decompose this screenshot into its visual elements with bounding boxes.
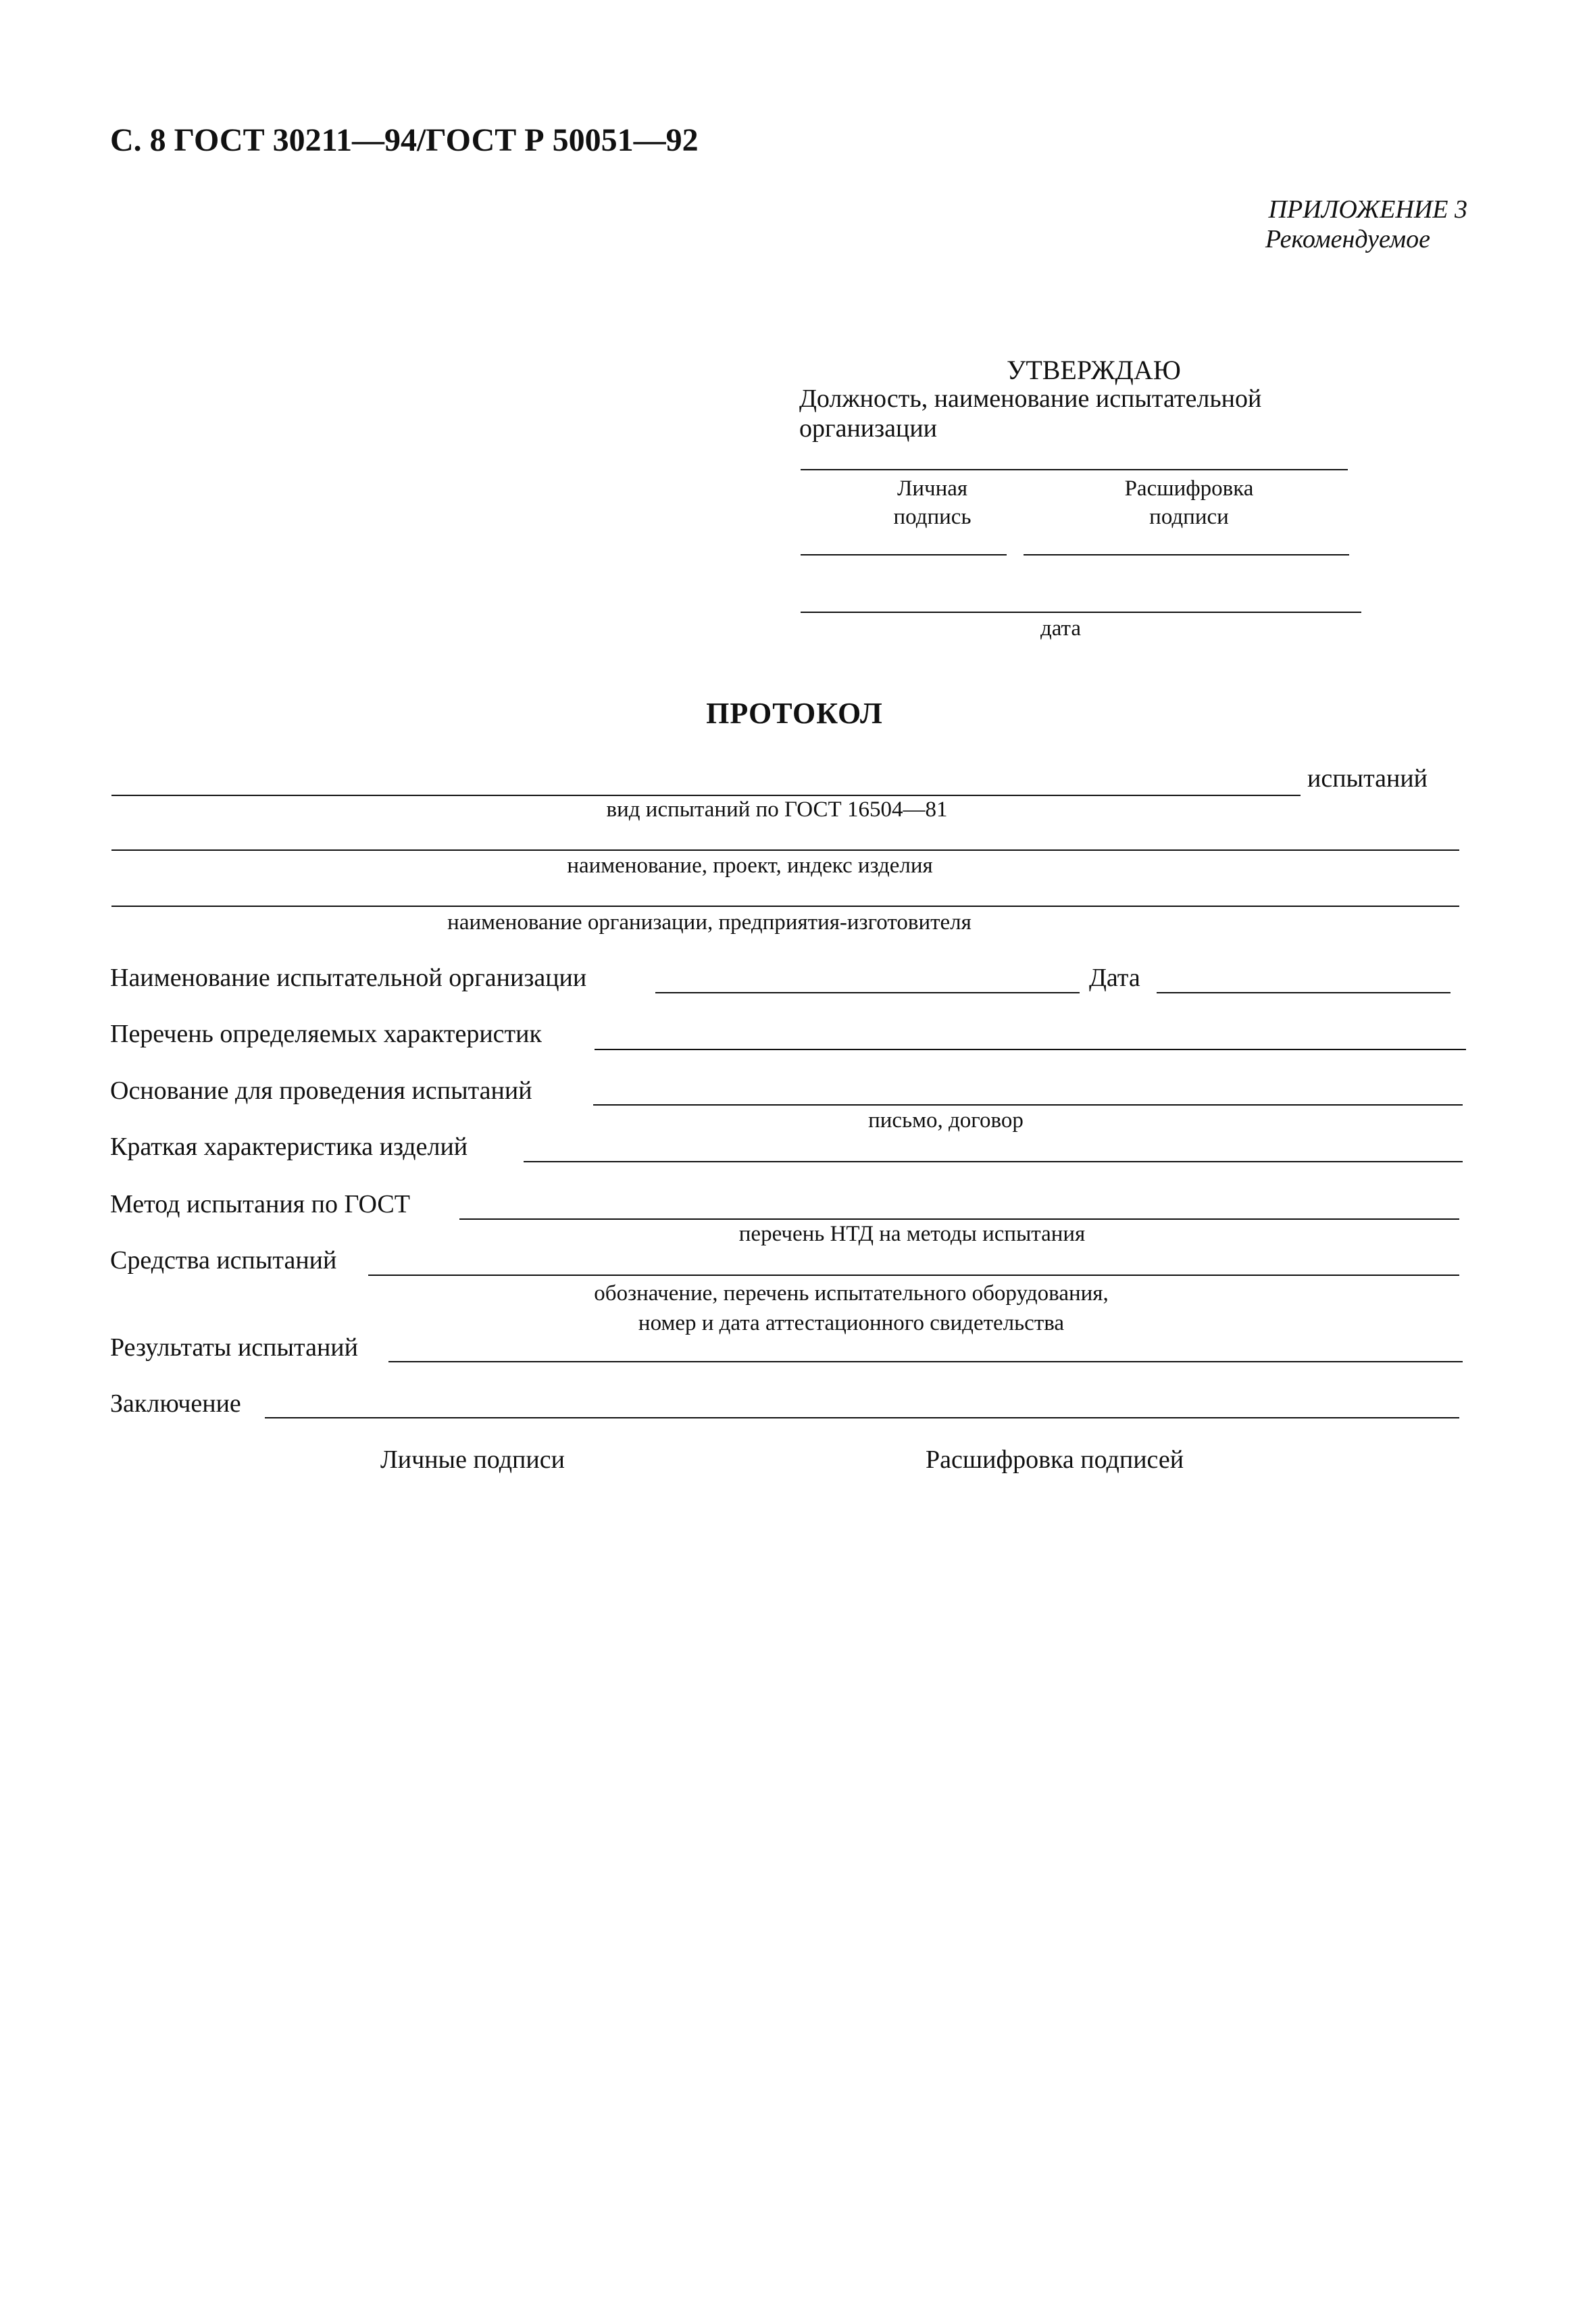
decode-line[interactable] (1024, 554, 1349, 555)
tests-suffix: испытаний (1307, 764, 1428, 793)
approval-date-caption: дата (1040, 616, 1082, 641)
approval-org-line2: организации (799, 414, 938, 443)
means-caption (513, 1279, 1189, 1338)
approval-org-line1: Должность, наименование испытательной (799, 385, 1262, 413)
test-type-line[interactable] (111, 795, 1301, 796)
decode-caption-line2: подписи (1149, 505, 1229, 529)
means-label: Средства испытаний (110, 1246, 337, 1275)
means-caption-line2: номер и дата аттестационного свидетельства (638, 1311, 1065, 1335)
conclusion-line[interactable] (265, 1417, 1459, 1418)
manufacturer-line[interactable] (111, 906, 1459, 907)
means-line[interactable] (368, 1275, 1459, 1276)
approval-org (799, 384, 1340, 443)
testing-org-line[interactable] (655, 992, 1080, 993)
method-label: Метод испытания по ГОСТ (110, 1190, 410, 1218)
signatures-decoding-label: Расшифровка подписей (926, 1445, 1184, 1474)
product-desc-line[interactable] (524, 1161, 1463, 1162)
signature-caption-line1: Личная (897, 476, 968, 501)
appendix-status: Рекомендуемое (1265, 225, 1430, 253)
test-type-caption: вид испытаний по ГОСТ 16504—81 (606, 797, 948, 822)
basis-label: Основание для проведения испытаний (110, 1077, 532, 1105)
personal-signatures-label: Личные подписи (380, 1445, 565, 1474)
signature-line[interactable] (801, 554, 1007, 555)
appendix-title: ПРИЛОЖЕНИЕ 3 (1268, 195, 1467, 224)
manufacturer-caption: наименование организации, предприятия-изготовителя (447, 910, 972, 935)
results-label: Результаты испытаний (110, 1333, 358, 1362)
testing-org-label: Наименование испытательной организации (110, 964, 587, 992)
characteristics-label: Перечень определяемых характеристик (110, 1020, 542, 1048)
page-header: С. 8 ГОСТ 30211—94/ГОСТ Р 50051—92 (110, 122, 699, 158)
product-line[interactable] (111, 849, 1459, 851)
signature-caption-line2: подпись (893, 505, 972, 529)
decode-caption (1074, 474, 1304, 531)
approval-org-line[interactable] (801, 469, 1348, 470)
product-desc-label: Краткая характеристика изделий (110, 1133, 468, 1161)
protocol-title: ПРОТОКОЛ (706, 697, 883, 730)
basis-caption: письмо, договор (868, 1108, 1024, 1133)
approval-title: УТВЕРЖДАЮ (1007, 355, 1181, 385)
results-line[interactable] (388, 1361, 1463, 1362)
method-line[interactable] (459, 1218, 1459, 1220)
characteristics-line[interactable] (595, 1049, 1466, 1050)
signature-caption (851, 474, 1013, 531)
appendix-block (1265, 195, 1467, 254)
date-line[interactable] (1157, 992, 1451, 993)
approval-date-line[interactable] (801, 612, 1361, 613)
method-caption: перечень НТД на методы испытания (738, 1222, 1086, 1246)
decode-caption-line1: Расшифровка (1124, 476, 1254, 501)
means-caption-line1: обозначение, перечень испытательного оборудования, (594, 1281, 1109, 1306)
conclusion-label: Заключение (110, 1389, 241, 1418)
date-label: Дата (1089, 964, 1140, 992)
product-caption: наименование, проект, индекс изделия (567, 854, 933, 878)
basis-line[interactable] (593, 1104, 1463, 1106)
